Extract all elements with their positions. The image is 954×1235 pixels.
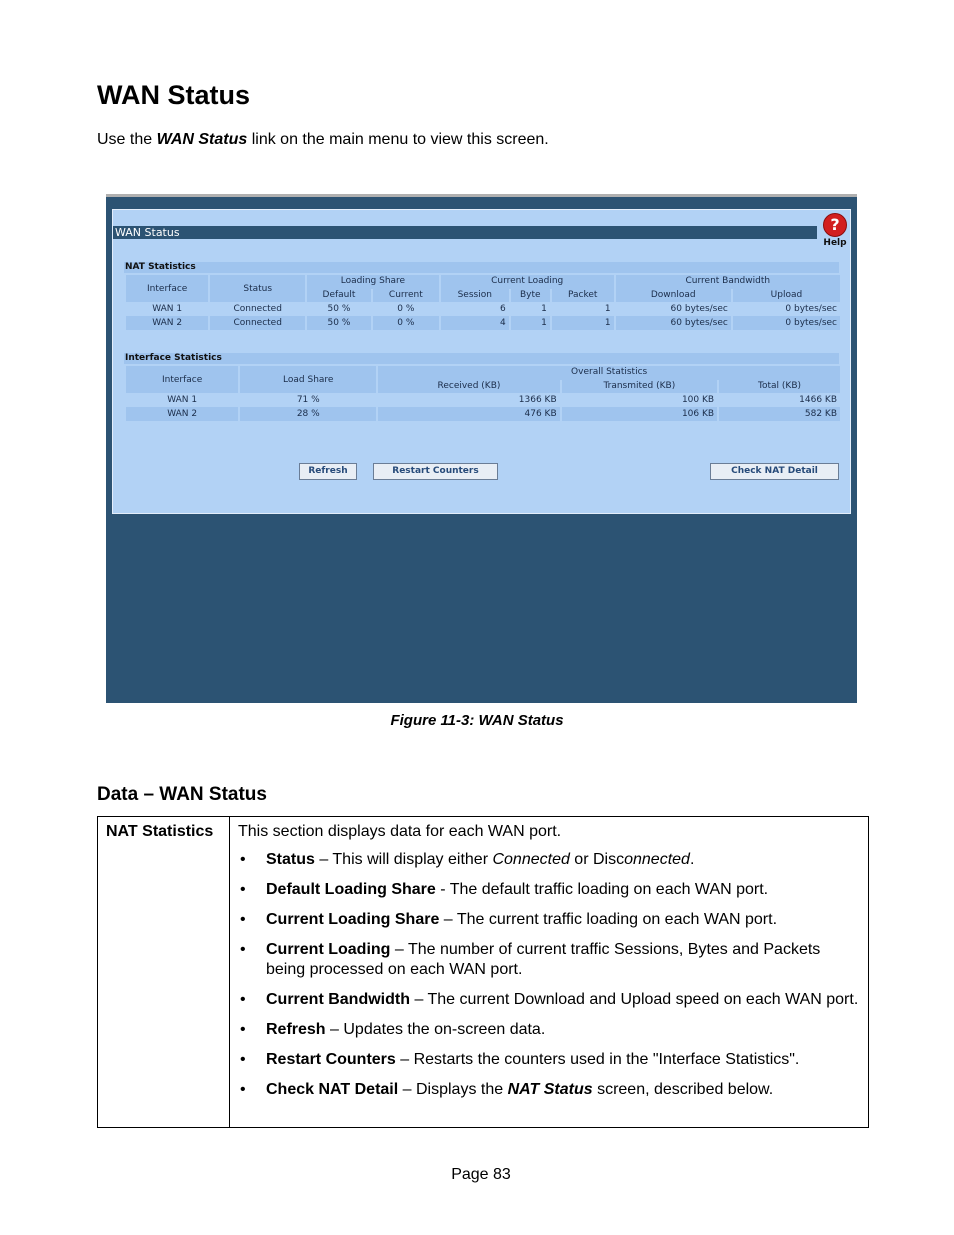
item-text: . [689, 851, 695, 868]
list-item [266, 910, 860, 930]
iface-cell: WAN 1 [126, 393, 238, 407]
term: Current Loading [266, 941, 391, 958]
screenshot-figure [106, 194, 857, 703]
wan-status-panel [112, 209, 851, 514]
page-number: Page 83 [451, 1166, 511, 1183]
term: Default Loading Share [266, 881, 436, 898]
nat-statistics-table [124, 275, 842, 330]
intro-prefix: Use the [97, 131, 157, 148]
row-description [230, 817, 869, 1128]
description-text: This section displays data for each WAN port. [238, 823, 562, 840]
table-row [126, 407, 840, 421]
nat-cell: WAN 1 [126, 302, 208, 316]
nat-cell: 6 [441, 302, 509, 316]
nat-col-interface: Interface [126, 275, 208, 302]
table-row [126, 316, 840, 330]
nat-cell: 1 [511, 302, 550, 316]
item-text: – Updates the on-screen data. [325, 1021, 546, 1038]
list-item [266, 1050, 860, 1070]
term: Current Loading Share [266, 911, 440, 928]
item-text: or Disc [569, 851, 625, 868]
nat-cell: 1 [511, 316, 550, 330]
iface-cell: WAN 2 [126, 407, 238, 421]
nat-col-status: Status [210, 275, 305, 302]
item-text: – The current traffic loading on each WAN port. [439, 911, 778, 928]
check-nat-detail-button[interactable]: Check NAT Detail [710, 463, 839, 480]
bullet-list [238, 850, 860, 1100]
interface-statistics-header: Interface Statistics [124, 353, 839, 364]
page-title: WAN Status [97, 80, 251, 110]
nat-col-upload: Upload [733, 289, 840, 303]
iface-cell: 1466 KB [719, 393, 840, 407]
nat-col-packet: Packet [552, 289, 614, 303]
list-item [266, 990, 860, 1010]
intro-text [97, 130, 549, 150]
intro-suffix: link on the main menu to view this screen. [247, 131, 549, 148]
iface-cell: 1366 KB [378, 393, 559, 407]
list-item [266, 940, 860, 980]
nat-cell: 60 bytes/sec [616, 302, 731, 316]
nat-col-byte: Byte [511, 289, 550, 303]
nat-cell: Connected [210, 302, 305, 316]
iface-cell: 582 KB [719, 407, 840, 421]
item-text: - The default traffic loading on each WAN port. [435, 881, 769, 898]
refresh-button[interactable]: Refresh [299, 463, 357, 480]
item-text: – The number of current traffic Sessions, Bytes and Packets being processed on each WAN port. [266, 941, 821, 978]
nat-cell: 50 % [307, 302, 371, 316]
nat-cell: 1 [552, 302, 614, 316]
table-row [126, 393, 840, 407]
panel-title: WAN Status [113, 226, 817, 239]
iface-col-transmitted: Transmited (KB) [562, 380, 717, 394]
intro-link-name: WAN Status [156, 131, 248, 148]
iface-cell: 106 KB [562, 407, 717, 421]
nat-col-current-loading: Current Loading [441, 275, 614, 289]
term: Current Bandwidth [266, 991, 410, 1008]
nat-col-loading-share: Loading Share [307, 275, 439, 289]
nat-col-current: Current [373, 289, 439, 303]
value-connected: Connected [492, 851, 570, 868]
nat-cell: 50 % [307, 316, 371, 330]
iface-cell: 28 % [240, 407, 376, 421]
nat-col-current-bandwidth: Current Bandwidth [616, 275, 840, 289]
list-item [266, 850, 860, 870]
interface-statistics-table [124, 366, 842, 421]
nat-cell: 0 bytes/sec [733, 302, 840, 316]
nat-status-link-name: NAT Status [507, 1081, 593, 1098]
row-label: NAT Statistics [98, 817, 230, 1128]
restart-counters-button[interactable]: Restart Counters [373, 463, 498, 480]
item-text: – The current Download and Upload speed on each WAN port. [410, 991, 859, 1008]
nat-statistics-header: NAT Statistics [124, 262, 839, 273]
list-item [266, 880, 860, 900]
nat-cell: 0 bytes/sec [733, 316, 840, 330]
term: Restart Counters [266, 1051, 396, 1068]
nat-col-default: Default [307, 289, 371, 303]
iface-col-overall: Overall Statistics [378, 366, 840, 380]
help-button[interactable] [821, 213, 849, 248]
help-icon[interactable]: ? [823, 213, 847, 237]
figure-caption: Figure 11-3: WAN Status [390, 712, 564, 729]
iface-col-load-share: Load Share [240, 366, 376, 393]
nat-cell: WAN 2 [126, 316, 208, 330]
section-heading: Data – WAN Status [97, 784, 267, 805]
item-text: – Displays the [398, 1081, 508, 1098]
term: Status [266, 851, 315, 868]
help-label[interactable]: Help [823, 238, 847, 248]
iface-col-received: Received (KB) [378, 380, 559, 394]
iface-cell: 100 KB [562, 393, 717, 407]
value-disconnected: onnected [624, 851, 690, 868]
list-item [266, 1080, 860, 1100]
description-table [97, 816, 869, 1128]
nat-cell: 60 bytes/sec [616, 316, 731, 330]
nat-cell: Connected [210, 316, 305, 330]
iface-cell: 71 % [240, 393, 376, 407]
item-text: screen, described below. [592, 1081, 774, 1098]
iface-col-total: Total (KB) [719, 380, 840, 394]
nat-cell: 0 % [373, 302, 439, 316]
nat-cell: 4 [441, 316, 509, 330]
iface-col-interface: Interface [126, 366, 238, 393]
nat-col-session: Session [441, 289, 509, 303]
item-text: – This will display either [314, 851, 493, 868]
item-text: – Restarts the counters used in the "Interface Statistics". [395, 1051, 800, 1068]
nat-cell: 0 % [373, 316, 439, 330]
term: Refresh [266, 1021, 326, 1038]
term: Check NAT Detail [266, 1081, 399, 1098]
nat-col-download: Download [616, 289, 731, 303]
list-item [266, 1020, 860, 1040]
nat-cell: 1 [552, 316, 614, 330]
iface-cell: 476 KB [378, 407, 559, 421]
table-row [126, 302, 840, 316]
